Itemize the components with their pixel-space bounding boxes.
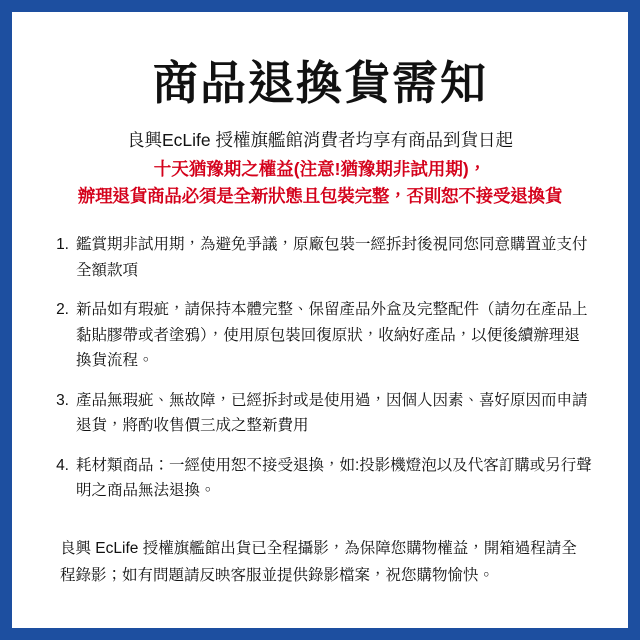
notice-footer: 良興 EcLife 授權旗艦館出貨已全程攝影，為保障您購物權益，開箱過程請全程錄影；如有問題請反映客服並提供錄影檔案，祝您購物愉快。 <box>60 540 577 584</box>
list-item <box>46 388 594 439</box>
list-item <box>46 297 594 374</box>
list-item-number: 2. <box>56 301 69 319</box>
warning-line-2: 辦理退貨商品必須是全新狀態且包裝完整，否則恕不接受退換貨 <box>77 185 563 206</box>
notice-subheading: 良興EcLife 授權旗艦館消費者均享有商品到貨日起 <box>127 129 513 150</box>
page-title: 商品退換貨需知 <box>152 57 488 109</box>
list-item-text: 產品無瑕疵、無故障，已經拆封或是使用過，因個人因素、喜好原因而申請退貨，將酌收售價三成之整新費用 <box>76 391 588 435</box>
list-item-number: 4. <box>56 456 69 474</box>
list-item-text: 鑑賞期非試用期，為避免爭議，原廠包裝一經拆封後視同您同意購置並支付全額款項 <box>76 235 588 279</box>
list-item-number: 3. <box>56 391 69 409</box>
list-item-text: 新品如有瑕疵，請保持本體完整、保留產品外盒及完整配件（請勿在產品上黏貼膠帶或者塗鴉），使用原包裝回復原狀，收納好產品，以便後續辦理退換貨流程。 <box>76 301 588 370</box>
list-item-text: 耗材類商品：一經使用恕不接受退換，如:投影機燈泡以及代客訂購或另行聲明之商品無法退換。 <box>76 456 592 500</box>
notice-list <box>46 232 594 518</box>
list-item <box>46 232 594 283</box>
list-item-number: 1. <box>56 235 69 253</box>
list-item <box>46 453 594 504</box>
notice-card <box>12 12 628 628</box>
warning-line-1: 十天猶豫期之權益(注意!猶豫期非試用期)， <box>153 158 487 179</box>
